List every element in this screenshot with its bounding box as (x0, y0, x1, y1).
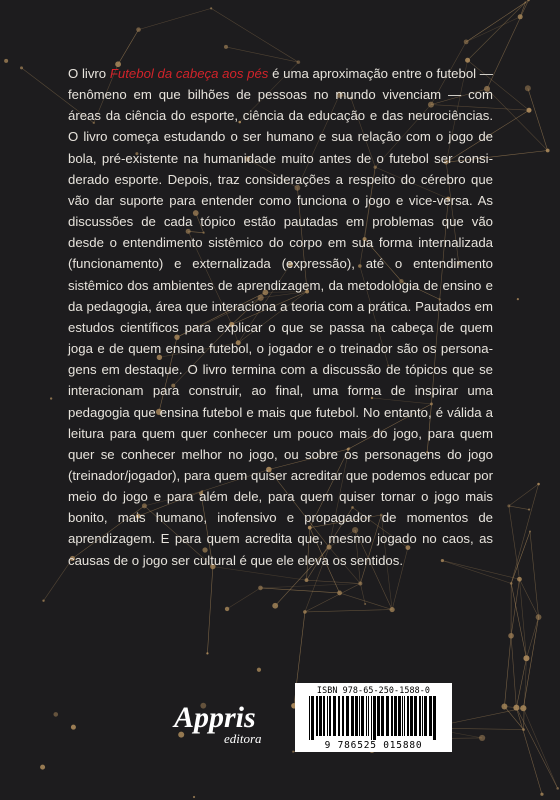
network-node (465, 58, 470, 63)
barcode-bar (368, 696, 369, 736)
network-node (522, 728, 525, 731)
barcode-bar (309, 696, 310, 740)
blurb-body: é uma aproximação entre o futebol — fenômeno em que bilhões de pessoas no mundo vivenciam — com áreas da ciência do esporte, ciência da educação e das neurociências. O livro começa estudando o ser humano e sua relação com o jogo de bola, pré-existente na humanidade muito antes de o futebol ser considerado esporte. Depois, traz considerações a respeito do cérebro que vão dar suporte para entender como funciona o jogo e vice-versa. As discussões de cada tópico estão pautadas em problemas que vão desde o entendimento sistêmico do corpo em sua forma internalizada (funcionamento) e externalizada (expressão), até o entendimento sistêmico dos ambientes de aprendizagem, da metodologia de ensino e da pedagogia, área que interaciona a teoria com a prática. Pautados em estudos científicos para explicar o que se passa na cabeça de quem joga e de quem ensina futebol, o jogador e o treinador são os personagens em destaque. O livro termina com a discussão de tópicos que se interacionam para construir, ao final, uma forma de inspirar uma pedagogia que ensina futebol e mais que futebol. No entanto, é válida a leitura para quem quer conhecer um pouco mais do jogo, para quem quer se conhecer melhor no jogo, ou sobre os personagens do jogo (treinador/jogador), para quem quiser acreditar que podemos educar por meio do jogo e para além dele, para quem quiser tornar o jogo mais bonito, mais humano, inofensivo e propagador de momentos de aprendizagem. E para quem acredita que, mesmo jogado no caos, as causas de o jogo ser cultural é que ele eleva os sentidos. (68, 66, 493, 568)
barcode-bar (319, 696, 322, 736)
network-line (207, 567, 212, 654)
network-line (487, 89, 548, 151)
network-node (206, 652, 208, 654)
back-cover-blurb (68, 63, 493, 571)
network-node (540, 793, 543, 796)
network-node (525, 85, 531, 91)
network-node (258, 586, 263, 591)
network-line (305, 610, 392, 612)
barcode-digits: 9 786525 015880 (324, 740, 423, 751)
barcode-bar (351, 696, 354, 736)
barcode-bars (309, 696, 438, 740)
barcode-bar (394, 696, 397, 736)
network-line (511, 636, 516, 708)
network-node (523, 655, 529, 661)
barcode-bar (316, 696, 318, 736)
network-node (546, 149, 550, 153)
barcode-bar (381, 696, 384, 736)
network-node (193, 796, 195, 798)
barcode-bar (342, 696, 344, 736)
network-node (303, 610, 307, 614)
network-line (509, 506, 520, 579)
network-node (508, 633, 514, 639)
network-node (510, 582, 513, 585)
publisher-logo (170, 693, 280, 751)
network-node (537, 483, 540, 486)
network-node (507, 504, 510, 507)
network-line (528, 88, 548, 150)
network-node (517, 298, 519, 300)
network-node (527, 0, 530, 1)
network-line (466, 17, 520, 42)
network-node (520, 705, 526, 711)
network-line (340, 593, 393, 610)
barcode-bar (327, 696, 328, 736)
barcode-bar (355, 696, 358, 736)
network-line (139, 8, 212, 29)
network-node (524, 1, 526, 3)
network-node (50, 397, 52, 399)
publisher-name: Appris (174, 701, 256, 734)
network-line (511, 484, 538, 583)
network-line (511, 532, 530, 584)
network-line (307, 580, 361, 583)
barcode-bar (422, 696, 423, 736)
network-node (20, 66, 23, 69)
barcode-bar (414, 696, 417, 736)
barcode-bar (329, 696, 331, 736)
network-node (71, 725, 76, 730)
network-line (509, 506, 529, 510)
barcode-bar (407, 696, 409, 736)
barcode-bar (391, 696, 393, 736)
barcode-bar (398, 696, 401, 736)
network-node (224, 45, 228, 49)
network-line (530, 532, 539, 618)
network-node (556, 787, 559, 790)
network-node (513, 705, 519, 711)
network-node (517, 577, 522, 582)
network-line (118, 30, 138, 65)
network-line (516, 708, 542, 795)
barcode-bar (346, 696, 349, 736)
network-node (501, 704, 507, 710)
barcode-bar (311, 696, 314, 740)
network-line (516, 708, 557, 789)
publisher-tagline: editora (224, 731, 262, 746)
network-node (464, 39, 469, 44)
isbn-barcode (295, 683, 452, 752)
network-node (42, 600, 44, 602)
network-node (210, 7, 212, 9)
barcode-bar (410, 696, 413, 736)
network-node (272, 603, 278, 609)
network-node (136, 27, 141, 32)
network-node (529, 531, 531, 533)
barcode-bar (323, 696, 325, 736)
network-node (337, 591, 342, 596)
barcode-bar (429, 696, 432, 736)
network-node (479, 735, 485, 741)
barcode-bar (377, 696, 380, 736)
network-node (358, 581, 362, 585)
barcode-bar (371, 696, 372, 740)
barcode-bar (402, 696, 403, 736)
network-line (226, 47, 298, 62)
network-node (53, 712, 58, 717)
network-node (257, 668, 261, 672)
network-line (509, 484, 539, 506)
barcode-bar (373, 696, 376, 740)
network-node (364, 603, 366, 605)
network-node (527, 108, 532, 113)
network-line (504, 636, 511, 707)
network-line (468, 2, 526, 60)
network-line (260, 588, 339, 593)
network-node (40, 765, 45, 770)
blurb-intro: O livro (68, 66, 110, 81)
network-node (536, 614, 542, 620)
book-title: Futebol da cabeça aos pés (109, 66, 269, 81)
barcode-bar (333, 696, 336, 736)
network-line (227, 588, 260, 609)
network-node (390, 607, 395, 612)
barcode-bar (338, 696, 340, 736)
barcode-bar (424, 696, 427, 736)
network-line (211, 8, 298, 62)
network-node (305, 578, 309, 582)
network-node (518, 14, 523, 19)
network-line (466, 2, 525, 42)
barcode-bar (386, 696, 389, 736)
barcode-bar (359, 696, 360, 736)
network-line (487, 0, 529, 89)
isbn-label: ISBN 978-65-250-1588-0 (316, 685, 431, 695)
barcode-bar (404, 696, 405, 736)
network-node (528, 508, 530, 510)
network-node (225, 607, 229, 611)
network-node (4, 59, 8, 63)
barcode-bar (361, 696, 364, 736)
barcode-bar (433, 696, 436, 740)
barcode-bar (366, 696, 367, 736)
barcode-bar (419, 696, 421, 736)
network-line (305, 583, 360, 611)
network-line (260, 583, 360, 587)
